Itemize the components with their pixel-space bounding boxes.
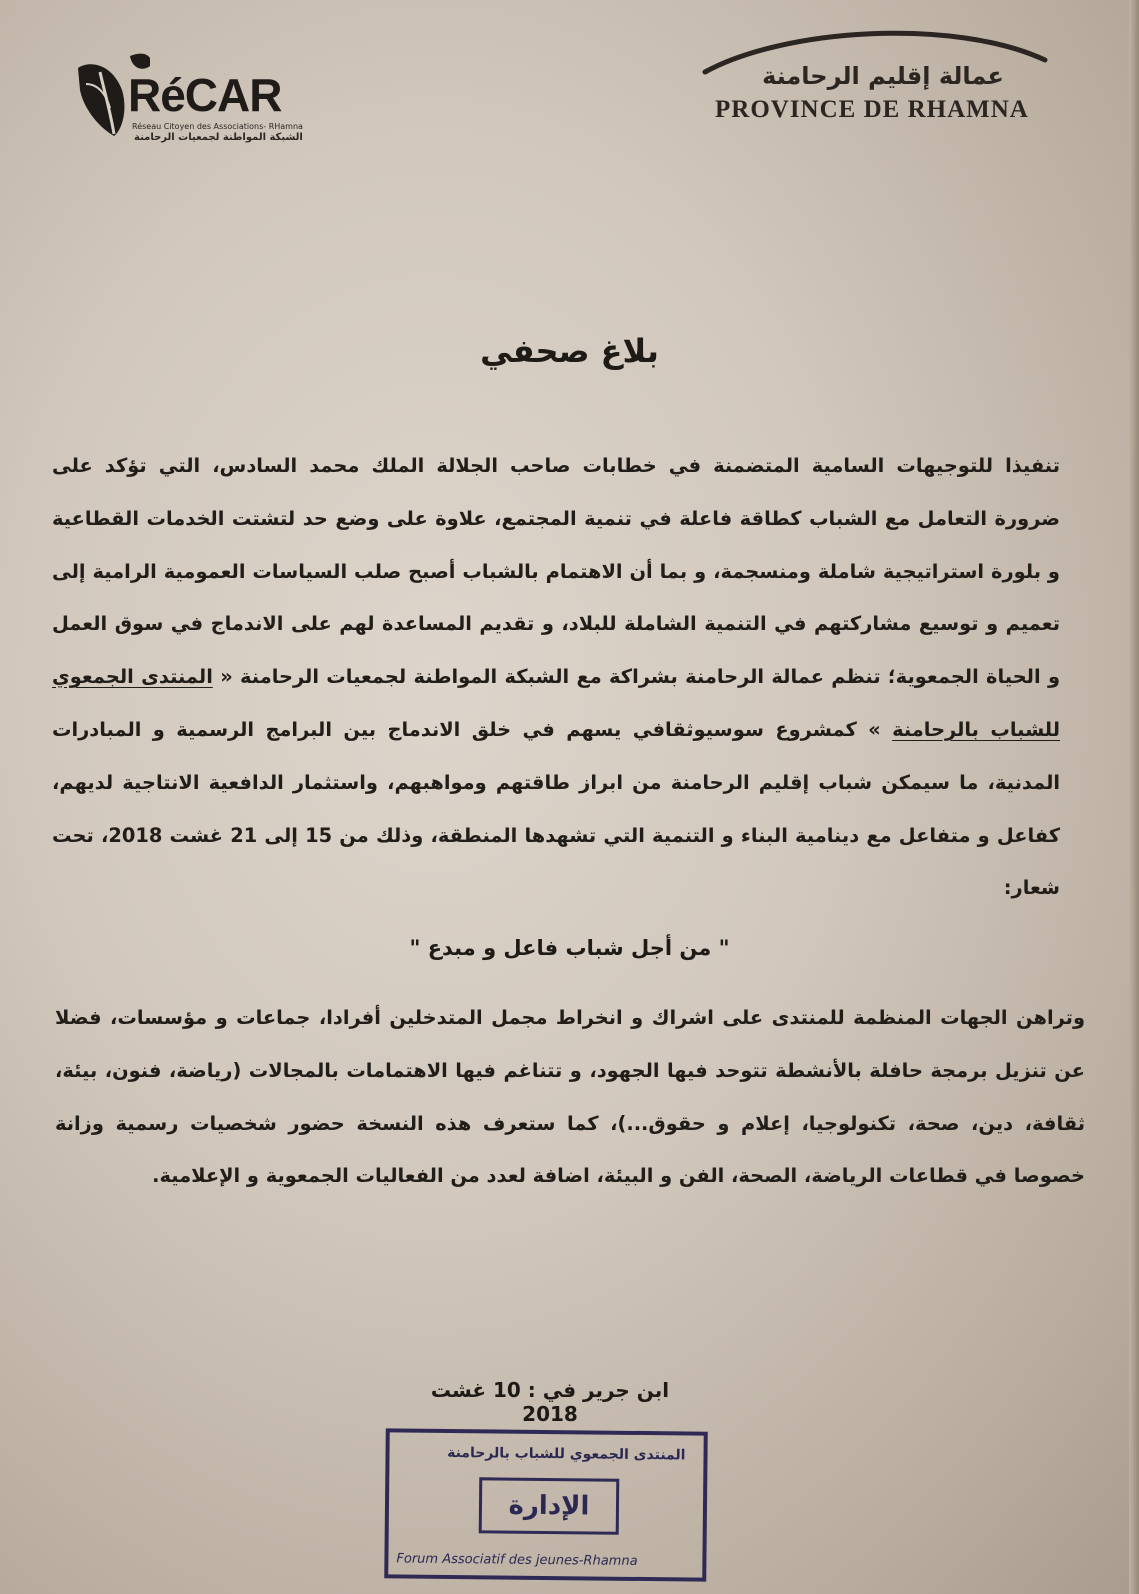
stamp-top-line: المنتدى الجمعوي للشباب بالرحامنة bbox=[447, 1444, 686, 1464]
recar-logo-subtitle-ar: الشبكة المواطنة لجمعيات الرحامنة bbox=[134, 132, 303, 143]
province-logo bbox=[695, 20, 1055, 130]
stamp-center: الإدارة bbox=[479, 1477, 620, 1534]
stamp-bottom-line: Forum Associatif des jeunes-Rhamna bbox=[396, 1551, 638, 1569]
page-title: بلاغ صحفي bbox=[480, 332, 659, 370]
paragraph-2: وتراهن الجهات المنظمة للمنتدى على اشراك و انخراط مجمل المتدخلين أفرادا، جماعات و مؤسسات، فضلا عن تنزيل برمجة حافلة بالأنشطة تتوحد فيها الجهود، و تتناغم فيها الاهتمامات بالمجالات (رياضة، فنون، بيئة، ثقافة، دين، صحة، تكنولوجيا، إعلام و حقوق...)، كما ستعرف هذه النسخة حضور شخصيات رسمية وزانة خصوصا في قطاعات الرياضة، الصحة، الفن و البيئة، اضافة لعدد من الفعاليات الجمعوية و الإعلامية. bbox=[55, 1006, 1085, 1188]
paragraph-1 bbox=[52, 440, 1060, 915]
recar-logo-name: RéCAR bbox=[128, 69, 282, 121]
paper-edge-shadow bbox=[1129, 0, 1139, 1594]
paragraph-1-text-a: تنفيذا للتوجيهات السامية المتضمنة في خطابات صاحب الجلالة الملك محمد السادس، التي تؤكد على ضرورة التعامل مع الشباب كطاقة فاعلة في تنمية المجتمع، علاوة على وضع حد لتشتت الخدمات القطاعية و بلورة استراتيجية شاملة ومنسجمة، و بما أن الاهتمام بالشباب أصبح صلب السياسات العمومية الرامية إلى تعميم و توسيع مشاركتهم في التنمية الشاملة للبلاد، و تقديم المساعدة لهم على الاندماج في سوق العمل و الحياة الجمعوية؛ تنظم عمالة الرحامنة بشراكة مع الشبكة المواطنة لجمعيات الرحامنة « bbox=[52, 454, 1060, 689]
province-name-french: PROVINCE DE RHAMNA bbox=[715, 96, 1029, 123]
event-name: المنتدى الجمعوي للشباب بالرحامنة bbox=[52, 665, 1061, 741]
slogan: " من أجل شباب فاعل و مبدع " bbox=[409, 936, 730, 960]
dateline: ابن جرير في : 10 غشت 2018 bbox=[430, 1378, 670, 1426]
recar-logo bbox=[70, 50, 350, 150]
paragraph-1-text-b: » كمشروع سوسيوثقافي يسهم في خلق الاندماج بين البرامج الرسمية و المبادرات المدنية، ما سيمكن شباب إقليم الرحامنة من ابراز طاقتهم ومواهبهم، واستثمار الدافعية الانتاجية لديهم، كفاعل و متفاعل مع دينامية البناء و التنمية التي تشهدها المنطقة، وذلك من 15 إلى 21 غشت 2018، تحت شعار: bbox=[52, 717, 1060, 900]
province-name-arabic: عمالة إقليم الرحامنة bbox=[762, 62, 1004, 90]
recar-logo-subtitle-fr: Réseau Citoyen des Associations- RHamna bbox=[132, 122, 303, 131]
official-stamp bbox=[384, 1428, 708, 1581]
